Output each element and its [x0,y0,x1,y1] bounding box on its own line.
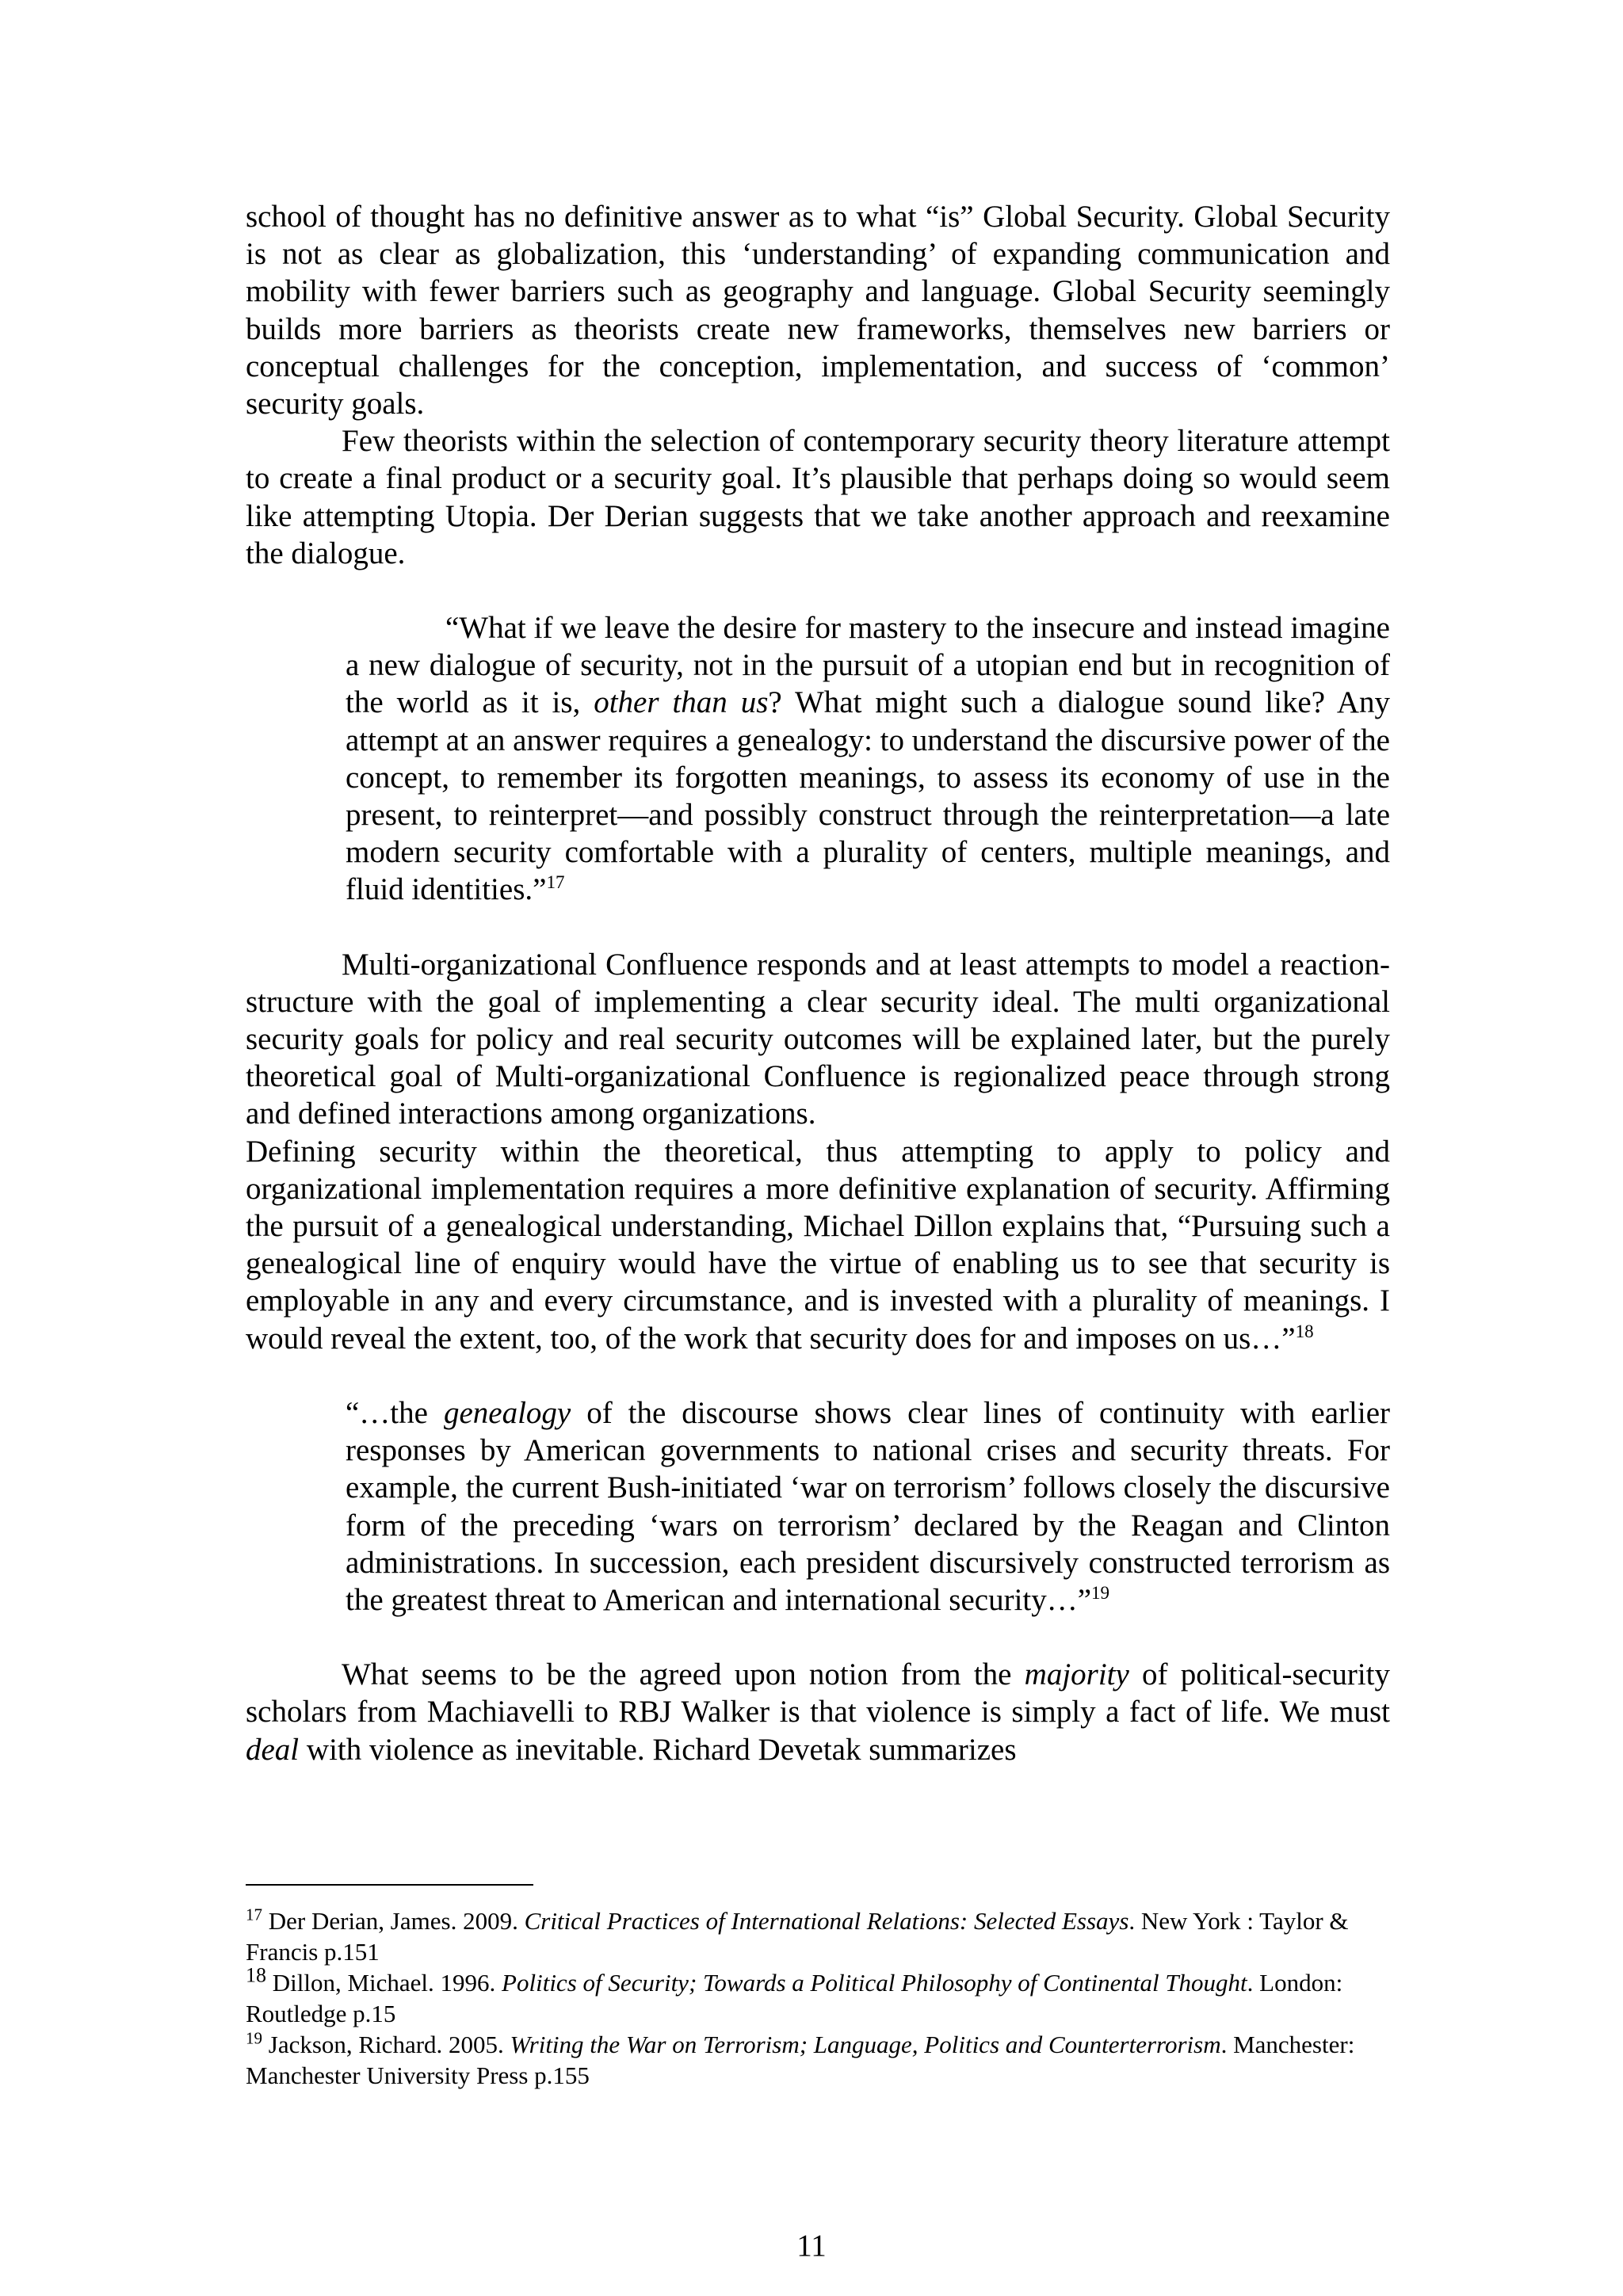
page-number: 11 [796,2229,827,2263]
footnote-19-number: 19 [246,2028,262,2048]
paragraph-3-text: Multi-organizational Confluence responds and at least attempts to model a reaction-structure with the goal of implementing a clear security ideal. The multi organizational security goals for policy and real security outcomes will be explained later, but the purely theoretical goal of Multi-organizational Confluence is regionalized peace through strong and defined interactions among organizations. [246,947,1390,1131]
footnote-17-text-a: Der Derian, James. 2009. [262,1907,525,1935]
footnote-18-text-a: Dillon, Michael. 1996. [266,1969,502,1997]
paragraph-2 [246,422,1390,572]
quote-1-italic: other than us [594,685,769,720]
block-quote-jackson [346,1394,1390,1619]
quote-2-text-a: “…the [346,1395,444,1430]
paragraph-5-italic-a: majority [1024,1657,1129,1692]
paragraph-1 [246,198,1390,422]
paragraph-5 [246,1656,1390,1768]
footnote-17 [246,1905,1390,1967]
footnote-ref-19[interactable]: 19 [1091,1582,1110,1603]
footnote-17-title: Critical Practices of International Relations: Selected Essays [524,1907,1129,1935]
page-body [246,198,1390,1768]
paragraph-4 [246,1133,1390,1357]
footnote-17-number: 17 [246,1905,262,1924]
footnote-18-number: 18 [246,1963,266,1987]
footnote-19-title: Writing the War on Terrorism; Language, Politics and Counterterrorism [510,2031,1221,2058]
footnote-17-text-b: . New York : Taylor & Francis p.151 [246,1907,1349,1966]
paragraph-1-text: school of thought has no definitive answer as to what “is” Global Security. Global Security is not as clear as globalization, this ‘understanding’ of expanding communication and mobility with fewer barriers such as geography and language. Global Security seemingly builds more barriers as theorists create new frameworks, themselves new barriers or conceptual challenges for the conception, implementation, and success of ‘common’ security goals. [246,200,1390,421]
paragraph-5-text-a: What seems to be the agreed upon notion from the [342,1657,1025,1692]
paragraph-4-text: Defining security within the theoretical, thus attempting to apply to policy and organizational implementation requires a more definitive explanation of security. Affirming the pursuit of a genealogical understanding, Michael Dillon explains that, “Pursuing such a genealogical line of enquiry would have the virtue of enabling us to see that security is employable in any and every circumstance, and is invested with a plurality of meanings. I would reveal the extent, too, of the work that security does for and imposes on us…” [246,1134,1390,1356]
quote-2-italic: genealogy [443,1395,571,1430]
quote-1-text-a: “What if we leave the desire for mastery to the insecure and instead imagine a new dialogue of security, not in the pursuit of a utopian end but in recognition of the world as it is, [346,611,1390,720]
block-quote-der-derian [346,609,1390,909]
footnote-19-text-a: Jackson, Richard. 2005. [262,2031,510,2058]
paragraph-5-text-c: with violence as inevitable. Richard Devetak summarizes [299,1732,1017,1767]
paragraph-5-italic-b: deal [246,1732,300,1767]
footnote-ref-17[interactable]: 17 [546,872,565,893]
footnote-19 [246,2029,1390,2091]
quote-1-text-b: ? What might such a dialogue sound like? Any attempt at an answer requires a genealogy: to understand the discursive power of the concept, to remember its forgotten meanings, to assess its economy of use in the present, to reinterpret—and possibly construct through the reinterpretation—a late modern security comfortable with a plurality of centers, multiple meanings, and fluid identities.” [346,685,1391,907]
footnote-18 [246,1963,1390,2029]
footnote-ref-18[interactable]: 18 [1295,1321,1314,1341]
footnote-19-text-b: . Manchester: Manchester University Press p.155 [246,2031,1355,2089]
paragraph-5-text-b: of political-security scholars from Machiavelli to RBJ Walker is that violence is simply a fact of life. We must [246,1657,1390,1730]
footnote-18-text-b: . London: Routledge p.15 [246,1969,1343,2027]
footnote-18-title: Politics of Security; Towards a Political Philosophy of Continental Thought [502,1969,1247,1997]
footnotes [246,1905,1390,2091]
quote-2-text-b: of the discourse shows clear lines of continuity with earlier responses by American governments to national crises and security threats. For example, the current Bush-initiated ‘war on terrorism’ follows closely the discursive form of the preceding ‘wars on terrorism’ declared by the Reagan and Clinton administrations. In succession, each president discursively constructed terrorism as the greatest threat to American and international security…” [346,1395,1390,1617]
footnote-separator [246,1884,533,1886]
paragraph-2-text: Few theorists within the selection of contemporary security theory literature attempt to create a final product or a security goal. It’s plausible that perhaps doing so would seem like attempting Utopia. Der Derian suggests that we take another approach and reexamine the dialogue. [246,424,1390,570]
paragraph-3 [246,946,1390,1133]
